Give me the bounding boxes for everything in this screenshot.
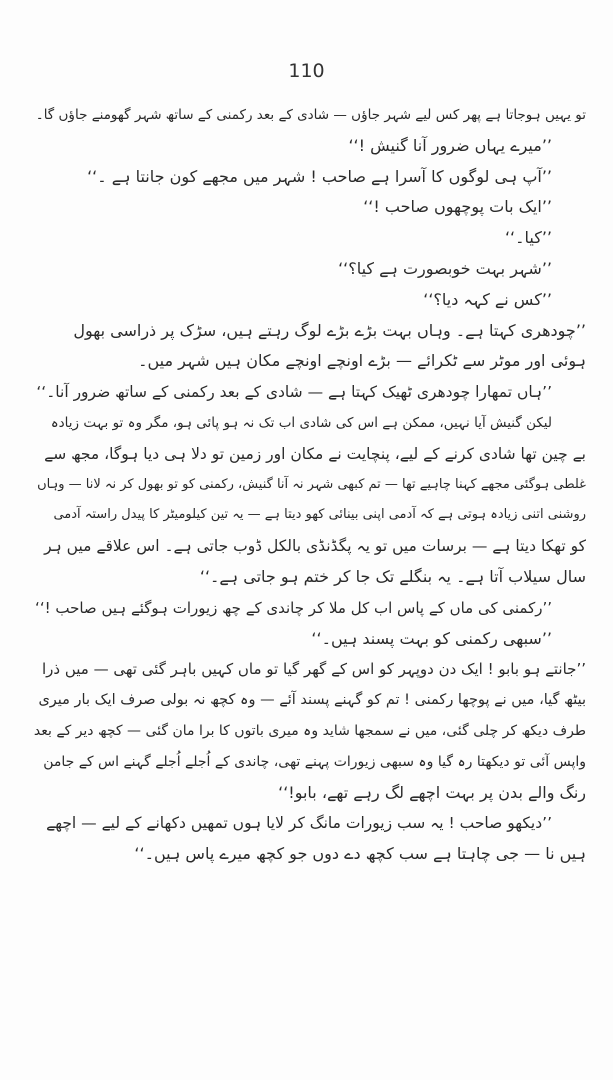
- text-line: ’’ایک بات پوچھوں صاحب !‘‘: [363, 197, 552, 217]
- text-line: کو تھکا دیتا ہے — برسات میں تو یہ پگڈنڈی بالکل ڈوب جاتی ہے۔ اس علاقے میں ہر: [44, 537, 586, 556]
- text-line: ’’دیکھو صاحب ! یہ سب زیورات مانگ کر لایا ہوں تمھیں دکھانے کے لیے — اچھے: [46, 814, 552, 833]
- text-line: لیکن گنیش آیا نہیں، ممکن ہے اس کی شادی اب تک نہ ہو پائی ہو، مگر وہ تو بہت زیادہ: [50, 414, 552, 431]
- text-line: ’’آپ ہی لوگوں کا آسرا ہے صاحب ! شہر میں مجھے کون جانتا ہے ۔‘‘: [87, 166, 552, 186]
- text-line: بیٹھ گیا، میں نے پوچھا رکمنی ! تم کو گہنے پسند آئے — وہ کچھ نہ بولی صرف ایک بار میری: [38, 692, 586, 709]
- page-number: 110: [288, 60, 325, 82]
- text-line: ’’کیا۔‘‘: [504, 228, 552, 248]
- text-line: واپس آئی تو دیکھتا رہ گیا وہ سبھی زیورات پہنے تھی، چاندی کے اُجلے اُجلے گہنے اس کے جامن: [43, 753, 586, 770]
- text-line: بے چین تھا شادی کرنے کے لیے، پنچایت نے مکان اور زمین تو دلا ہی دیا ہوگا، مجھ سے: [44, 444, 586, 463]
- page-body-text: [34, 100, 586, 870]
- text-line: ’’چودھری کہتا ہے۔ وہاں بہت بڑے بڑے لوگ رہتے ہیں، سڑک پر ذراسی بھول: [73, 320, 586, 340]
- text-line: ’’کس نے کہہ دیا؟‘‘: [423, 289, 552, 309]
- text-line: ’’سبھی رکمنی کو بہت پسند ہیں۔‘‘: [311, 628, 552, 648]
- text-line: ’’رکمنی کی ماں کے پاس اب کل ملا کر چاندی کے چھ زیورات ہوگئے ہیں صاحب !‘‘: [35, 598, 552, 617]
- text-line: رنگ والے بدن پر بہت اچھے لگ رہے تھے، بابو!‘‘: [278, 782, 586, 802]
- text-line: ہوئی اور موٹر سے ٹکرائے — بڑے اونچے اونچے مکان ہیں شہر میں۔: [138, 351, 586, 371]
- text-line: ’’میرے یہاں ضرور آنا گنیش !‘‘: [348, 135, 552, 155]
- text-line: تو یہیں ہوجاتا ہے پھر کس لیے شہر جاؤں — شادی کے بعد رکمنی کے ساتھ شہر گھومنے جاؤں گا۔: [35, 107, 586, 123]
- text-line: طرف دیکھ کر چلی گئی، میں نے سمجھا شاید وہ میری باتوں کا برا مان گئی — کچھ دیر کے بعد: [34, 722, 586, 739]
- text-line: غلطی ہوگئی مجھے کہنا چاہیے تھا — تم کبھی شہر نہ آنا گنیش، رکمنی کو تو بھول کر نہ لانا — وہاں: [37, 476, 586, 492]
- text-line: سال سیلاب آتا ہے۔ یہ بنگلے تک جا کر ختم ہو جاتی ہے۔‘‘: [199, 566, 586, 586]
- text-line: ’’شہر بہت خوبصورت ہے کیا؟‘‘: [338, 258, 552, 278]
- text-line: ’’جانتے ہو بابو ! ایک دن دوپہر کو اس کے گھر گیا تو ماں کہیں باہر گئی تھی — میں ذرا: [41, 660, 586, 679]
- text-line: ہیں نا — جی چاہتا ہے سب کچھ دے دوں جو کچھ میرے پاس ہیں۔‘‘: [134, 844, 586, 864]
- text-line: روشنی اتنی زیادہ ہوتی ہے کہ آدمی اپنی بینائی کھو دیتا ہے — یہ تین کیلومیٹر کا پیدل راستہ آدمی: [53, 507, 586, 523]
- text-line: ’’ہاں تمھارا چودھری ٹھیک کہتا ہے — شادی کے بعد رکمنی کے ساتھ ضرور آنا۔‘‘: [36, 383, 552, 402]
